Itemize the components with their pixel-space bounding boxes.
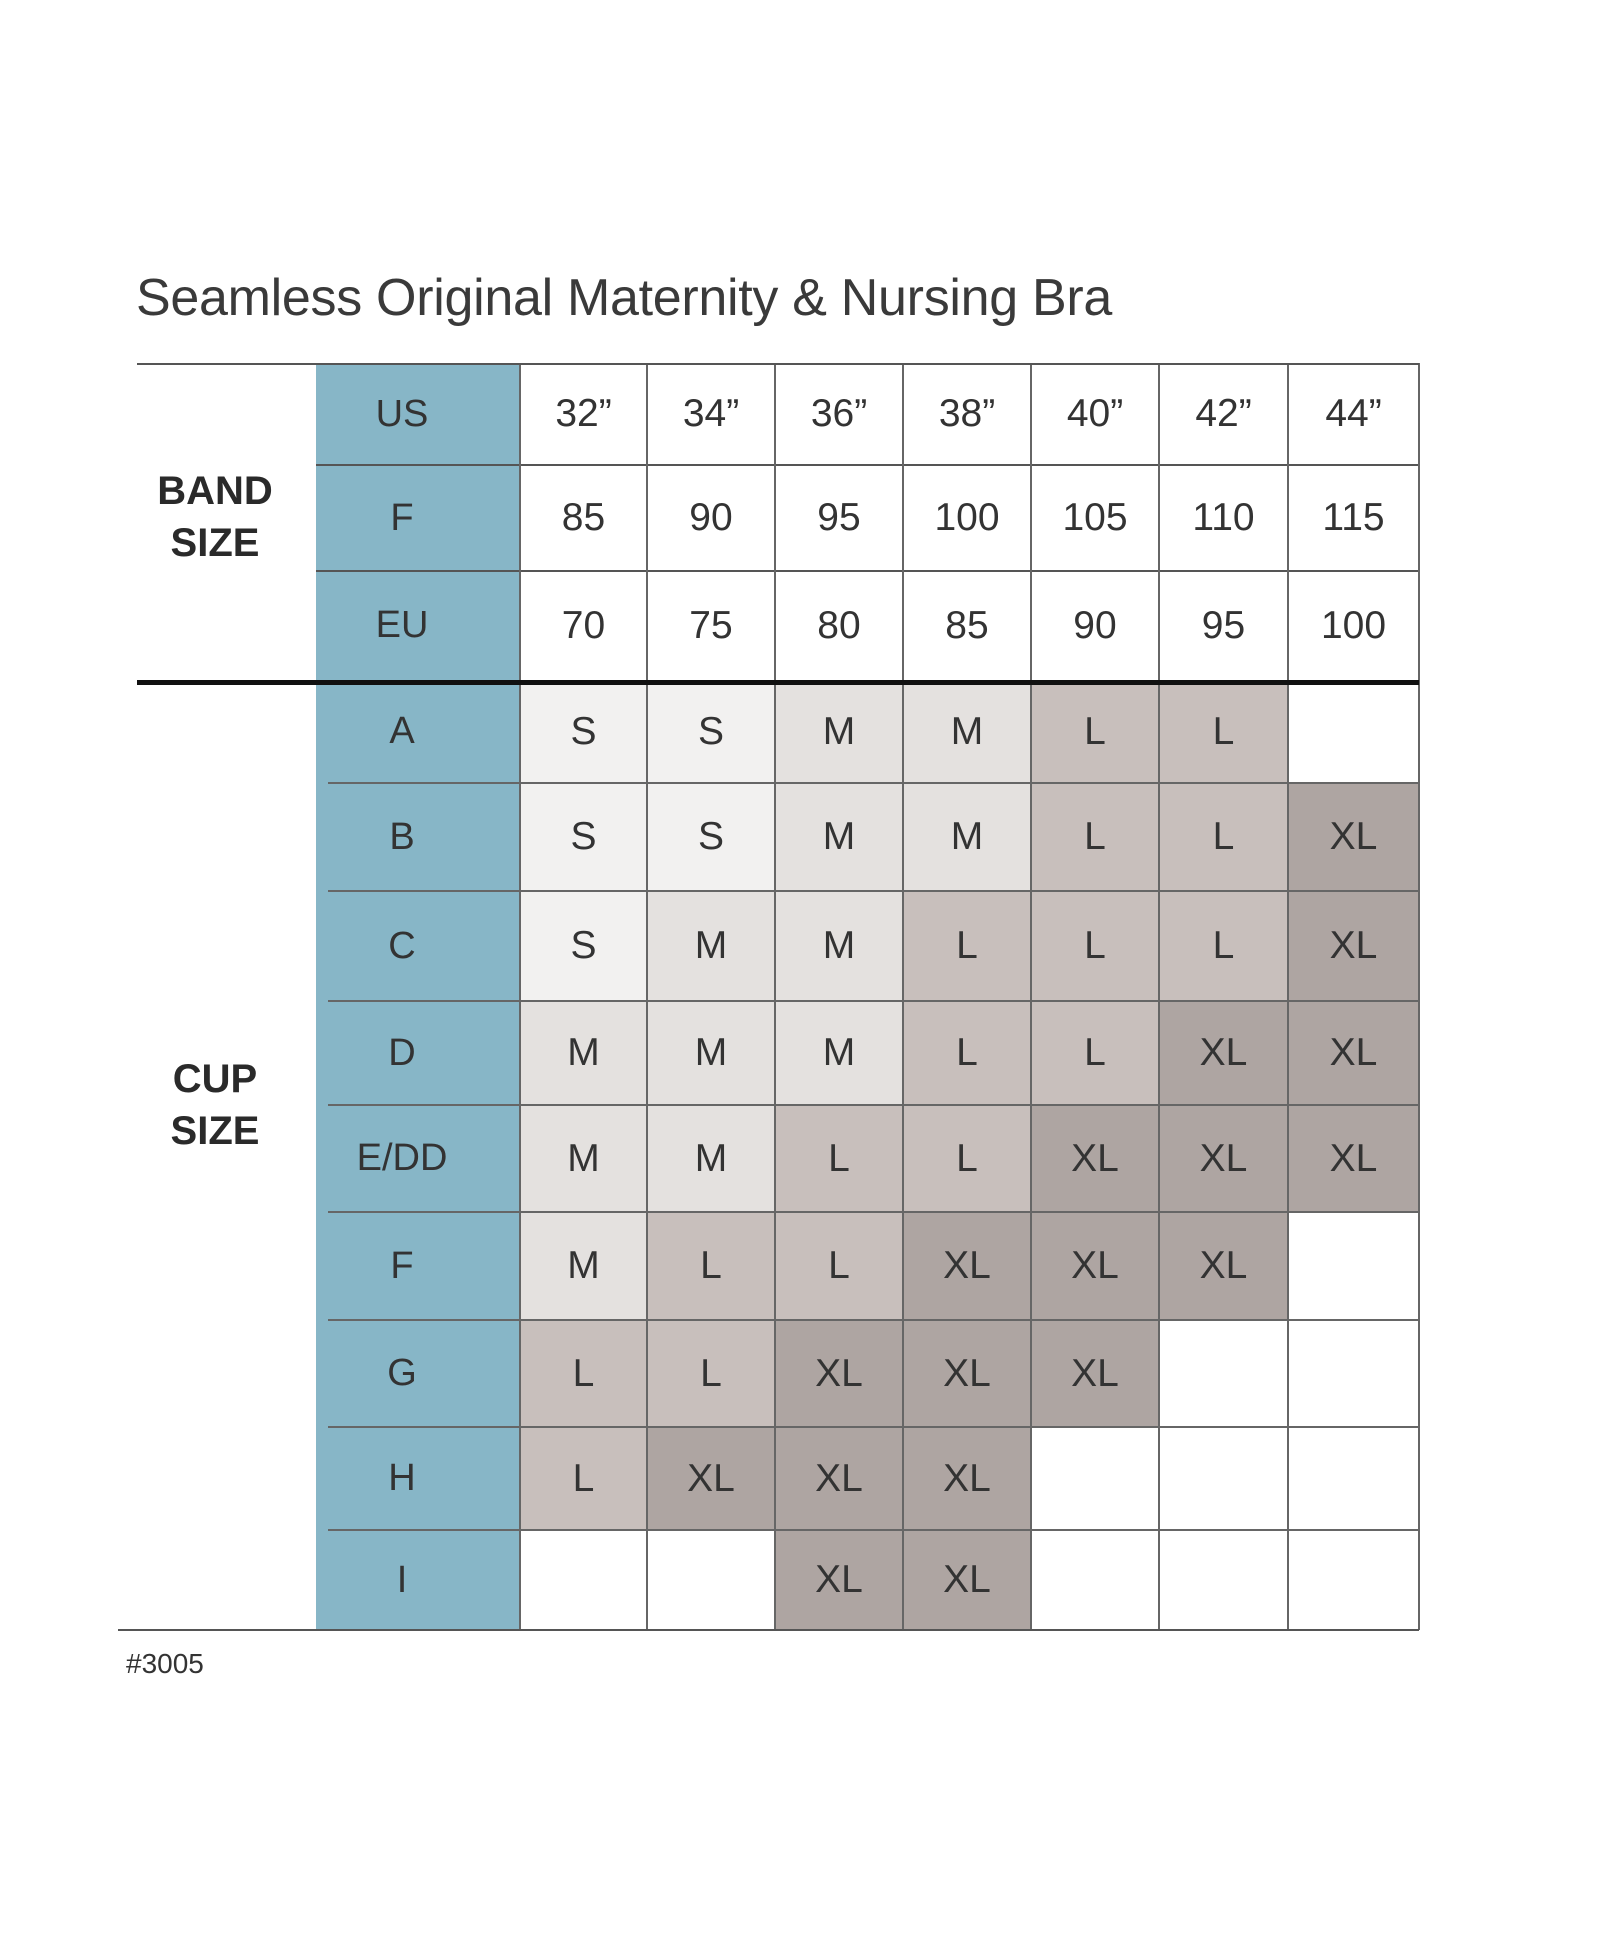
cup-row-label: I [396,1558,408,1601]
cup-size-cell [1288,1320,1419,1427]
column-separator [902,363,904,1630]
style-number: #3005 [126,1648,204,1679]
band-size-label [145,465,285,569]
cup-size-cell: XL [1159,1105,1288,1212]
cup-size-cell: M [647,1001,775,1105]
band-size-cell: 75 [647,571,775,680]
cup-size-cell: M [775,680,903,783]
column-separator [1287,363,1289,1630]
cup-size-cell: L [520,1320,647,1427]
cup-size-cell: XL [1159,1001,1288,1105]
cup-size-cell: L [903,891,1031,1001]
band-row-label: F [390,496,414,539]
cup-size-cell: S [520,783,647,891]
column-separator [774,363,776,1630]
band-size-cell: 115 [1288,465,1419,571]
cup-size-cell: L [775,1212,903,1320]
cup-size-cell: L [903,1001,1031,1105]
row-separator [328,890,1419,892]
band-size-cell: 85 [520,465,647,571]
band-size-label-line1: BAND [157,469,273,513]
cup-size-cell [1288,1212,1419,1320]
cup-size-cell: XL [1288,783,1419,891]
cup-size-cell: L [647,1212,775,1320]
cup-size-cell: L [903,1105,1031,1212]
cup-size-cell [1031,1530,1159,1630]
cup-size-cell: S [520,680,647,783]
band-size-cell: 32” [520,363,647,465]
cup-size-cell: M [520,1105,647,1212]
cup-size-cell: XL [775,1530,903,1630]
cup-size-cell: XL [903,1530,1031,1630]
band-row-label: EU [375,604,429,646]
band-size-cell: 38” [903,363,1031,465]
cup-size-cell: M [647,1105,775,1212]
band-size-cell: 90 [1031,571,1159,680]
column-separator [1158,363,1160,1630]
band-size-cell: 95 [1159,571,1288,680]
band-size-cell: 80 [775,571,903,680]
cup-size-label [145,1053,285,1157]
cup-size-cell: L [647,1320,775,1427]
cup-row-label: D [388,1031,416,1074]
cup-size-cell: XL [903,1320,1031,1427]
table-top-border [137,363,1419,365]
band-row-label: US [375,392,429,435]
cup-size-label-line1: CUP [172,1057,258,1101]
band-size-cell: 95 [775,465,903,571]
cup-size-cell: M [520,1212,647,1320]
cup-size-cell: L [1031,783,1159,891]
cup-size-cell: M [775,891,903,1001]
band-size-cell: 34” [647,363,775,465]
band-size-cell: 85 [903,571,1031,680]
band-size-cell: 70 [520,571,647,680]
cup-size-cell: S [647,783,775,891]
cup-size-cell: XL [1031,1320,1159,1427]
band-size-cell: 90 [647,465,775,571]
cup-row-label: G [387,1352,417,1394]
cup-size-cell: M [775,1001,903,1105]
cup-size-cell: S [520,891,647,1001]
cup-size-cell [1288,680,1419,783]
band-cup-divider [137,680,1419,685]
cup-row-label: B [389,815,415,858]
band-size-cell: 110 [1159,465,1288,571]
row-separator [328,1529,1419,1531]
cup-size-cell: M [903,783,1031,891]
row-separator [328,1319,1419,1321]
column-separator [519,363,521,1630]
band-size-cell: 44” [1288,363,1419,465]
cup-size-cell: L [1159,891,1288,1001]
band-size-cell: 100 [903,465,1031,571]
band-size-cell: 100 [1288,571,1419,680]
cup-size-cell: XL [775,1427,903,1530]
cup-size-cell: M [903,680,1031,783]
cup-size-cell: XL [647,1427,775,1530]
cup-size-cell: L [520,1427,647,1530]
column-separator [1030,363,1032,1630]
cup-size-cell [647,1530,775,1630]
column-separator [646,363,648,1630]
band-size-cell: 40” [1031,363,1159,465]
row-separator [328,1426,1419,1428]
cup-size-cell: XL [1159,1212,1288,1320]
cup-size-cell: XL [775,1320,903,1427]
cup-size-cell: XL [903,1212,1031,1320]
cup-size-cell: L [1159,783,1288,891]
cup-size-cell [1288,1427,1419,1530]
cup-size-cell: XL [1031,1105,1159,1212]
cup-row-label: E/DD [356,1137,448,1179]
chart-title: Seamless Original Maternity & Nursing Bra [136,269,1113,327]
cup-size-cell: L [1031,891,1159,1001]
cup-size-cell: L [1159,680,1288,783]
cup-size-cell: M [520,1001,647,1105]
column-separator [1418,363,1420,1630]
cup-size-cell [520,1530,647,1630]
cup-row-label: F [390,1244,414,1287]
cup-size-cell: XL [1031,1212,1159,1320]
row-separator [328,782,1419,784]
cup-size-cell: XL [1288,891,1419,1001]
cup-size-cell: M [647,891,775,1001]
row-separator [328,1211,1419,1213]
row-separator [328,1000,1419,1002]
band-size-cell: 42” [1159,363,1288,465]
cup-row-label: C [388,924,416,967]
row-separator [316,570,1419,572]
cup-size-cell: L [1031,680,1159,783]
table-bottom-border [118,1629,1419,1631]
cup-size-cell: S [647,680,775,783]
cup-size-cell: L [1031,1001,1159,1105]
band-size-label-line2: SIZE [170,521,260,565]
band-size-cell: 105 [1031,465,1159,571]
cup-size-cell: XL [903,1427,1031,1530]
cup-size-cell [1159,1320,1288,1427]
row-separator [316,464,1419,466]
cup-size-cell [1159,1427,1288,1530]
cup-size-cell: L [775,1105,903,1212]
cup-row-label: A [389,710,415,752]
cup-size-label-line2: SIZE [170,1109,260,1153]
cup-row-label: H [388,1457,416,1499]
cup-size-cell: XL [1288,1001,1419,1105]
cup-size-cell [1031,1427,1159,1530]
cup-size-cell [1159,1530,1288,1630]
row-separator [328,1104,1419,1106]
cup-size-cell [1288,1530,1419,1630]
band-size-cell: 36” [775,363,903,465]
cup-size-cell: XL [1288,1105,1419,1212]
cup-size-cell: M [775,783,903,891]
